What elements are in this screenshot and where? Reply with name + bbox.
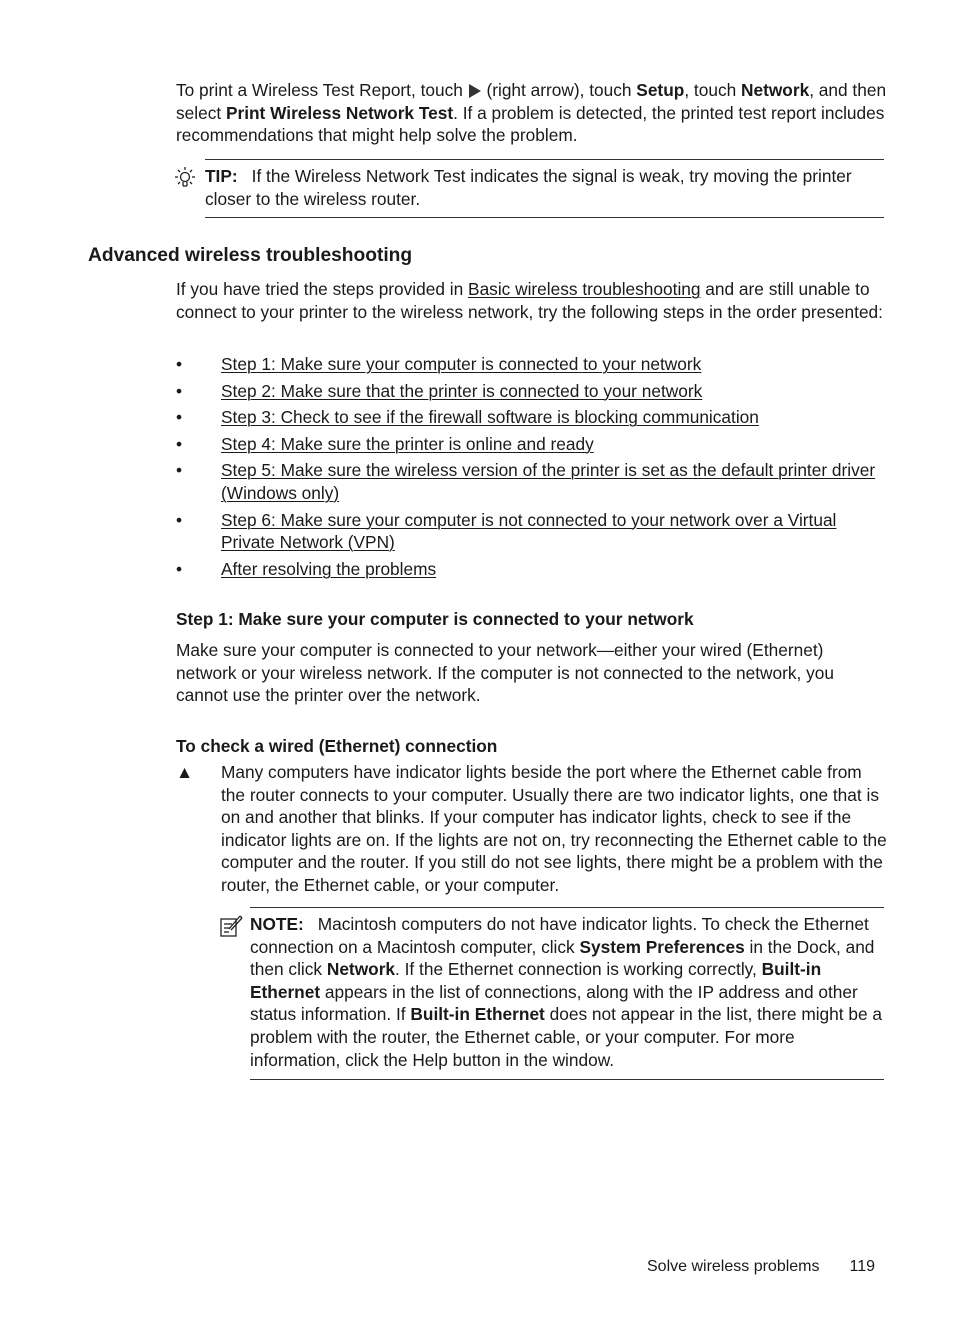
list-item: • Step 6: Make sure your computer is not connected to your network over a Virtual Private Network (VPN) bbox=[176, 509, 837, 553]
wired-heading: To check a wired (Ethernet) connection bbox=[176, 736, 498, 756]
note-text: NOTE: Macintosh computers do not have indicator lights. To check the Ethernet connection on a Macintosh computer, click System Preferences in the Dock, and then click Network. If the Ethernet connection is working correctly, Built-in Ethernet appears in the list of connections, along with the IP address and other status information. If Built-in Ethernet does not appear in the list, there might be a problem with the router, the Ethernet cable, or your computer. For more information, click the Help button in the window. bbox=[250, 914, 883, 1070]
step1-text: Make sure your computer is connected to your network—either your wired (Ethernet) network or your wireless network. If the computer is not connected to the network, you cannot use the printer over the network. bbox=[176, 640, 834, 706]
step-3-link[interactable]: Step 3: Check to see if the firewall software is blocking communication bbox=[221, 407, 759, 428]
page-footer bbox=[647, 1256, 875, 1279]
step-6-link[interactable]: Step 6: Make sure your computer is not connected to your network over a Virtual Private Network (VPN) bbox=[221, 509, 837, 553]
note-callout bbox=[250, 907, 884, 1080]
tip-text: TIP: If the Wireless Network Test indicates the signal is weak, try moving the printer closer to the wireless router. bbox=[205, 166, 852, 209]
lightbulb-icon bbox=[174, 166, 196, 190]
footer-section-title: Solve wireless problems bbox=[647, 1258, 820, 1275]
section-heading: Advanced wireless troubleshooting bbox=[88, 245, 413, 266]
wired-text: Many computers have indicator lights beside the port where the Ethernet cable from the router connects to your computer. Usually there are two indicator lights, one that is on and another that blinks. If your computer has indicator lights, check to see if the indicator lights are on. If the lights are not on, try reconnecting the Ethernet cable to the computer and the router. If you still do not see lights, there might be a problem with the router, the Ethernet cable, or your computer. bbox=[221, 762, 887, 895]
basic-troubleshooting-link[interactable]: Basic wireless troubleshooting bbox=[468, 279, 701, 299]
steps-list bbox=[176, 353, 888, 584]
list-item: • Step 4: Make sure the printer is online and ready bbox=[176, 433, 594, 454]
advanced-intro: If you have tried the steps provided in Basic wireless troubleshooting and are still unable to connect to your printer to the wireless network, try the following steps in the order presented: bbox=[176, 279, 883, 322]
intro-paragraph: To print a Wireless Test Report, touch (right arrow), touch Setup, touch Network, and then select Print Wireless Network Test. If a problem is detected, the printed test report includes recommendations that might help solve the problem. bbox=[176, 80, 887, 146]
step-5-link[interactable]: Step 5: Make sure the wireless version of the printer is set as the default printer driver (Windows only) bbox=[221, 460, 876, 503]
triangle-marker-icon: ▲ bbox=[176, 762, 194, 782]
list-item: • Step 5: Make sure the wireless version of the printer is set as the default printer driver (Windows only) bbox=[176, 460, 876, 503]
tip-callout bbox=[205, 159, 884, 218]
after-resolving-link[interactable]: After resolving the problems bbox=[221, 558, 437, 579]
list-item: • Step 3: Check to see if the firewall software is blocking communication bbox=[176, 407, 759, 428]
list-item: • Step 2: Make sure that the printer is connected to your network bbox=[176, 380, 703, 401]
step1-heading: Step 1: Make sure your computer is connected to your network bbox=[176, 609, 694, 629]
note-icon bbox=[219, 914, 243, 938]
right-arrow-icon bbox=[468, 83, 482, 99]
step-1-link[interactable]: Step 1: Make sure your computer is connected to your network bbox=[221, 354, 702, 374]
page-number: 119 bbox=[849, 1258, 876, 1275]
list-item: • Step 1: Make sure your computer is connected to your network bbox=[176, 354, 702, 374]
step-4-link[interactable]: Step 4: Make sure the printer is online and ready bbox=[221, 433, 594, 454]
step-2-link[interactable]: Step 2: Make sure that the printer is connected to your network bbox=[221, 380, 703, 401]
list-item: • After resolving the problems bbox=[176, 558, 437, 579]
